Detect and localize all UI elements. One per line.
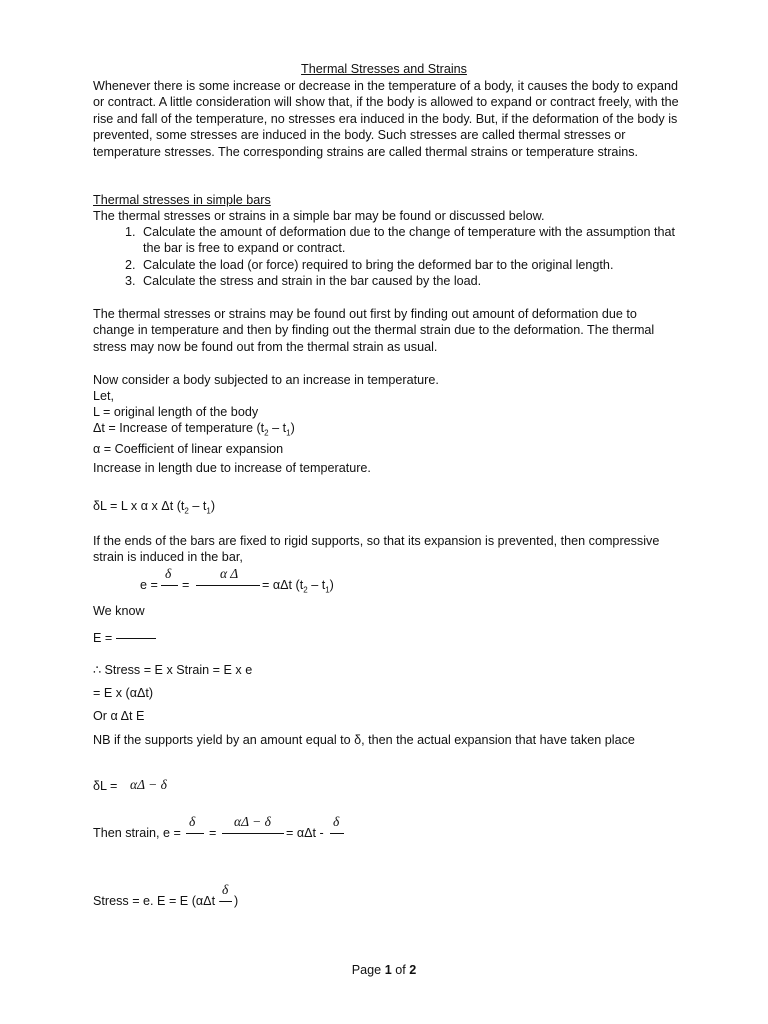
page-total: 2 [409,963,417,977]
text-span: ) [210,499,216,513]
fixed-ends-paragraph: If the ends of the bars are fixed to rigid supports, so that its expansion is prevented, then compressive strain is induced in the bar, [93,534,660,565]
stress-line-3: Or α Δt E [93,709,145,723]
page-footer [0,962,768,978]
let-text: Let, [93,389,115,403]
page-title: Thermal Stresses and Strains [301,62,467,76]
fraction-bar [161,585,178,586]
definition-alpha: α = Coefficient of linear expansion [93,442,284,456]
final-stress-close: ) [234,894,239,908]
fraction-bar [222,833,284,834]
delta-L-yield-rhs: αΔ − δ [130,777,167,792]
fraction-bar [220,901,232,902]
list-item: 3. Calculate the stress and strain in the bar caused by the load. [139,273,681,289]
steps-list [93,224,681,290]
final-stress-numerator: δ [222,882,229,897]
page-number: 1 [384,963,392,977]
then-equals: = [209,826,217,840]
section-heading: Thermal stresses in simple bars [93,193,271,207]
text-span: δL = L x α x Δt (t [93,499,185,513]
E-equation: E = [93,631,113,645]
subscript: 1 [286,428,291,438]
stress-line-1: ∴ Stress = E x Strain = E x e [93,663,253,677]
then-numerator-3: δ [333,814,340,829]
equation-delta-L [93,498,215,514]
nb-text: NB if the supports yield by an amount equal to δ, then the actual expansion that have taken place [93,733,635,747]
subscript: 2 [303,585,308,595]
section-lead: The thermal stresses or strains in a simple bar may be found or discussed below. [93,209,545,223]
text-span: Page [351,963,385,977]
paragraph-2: The thermal stresses or strains may be found out first by finding out amount of deformation due to change in temperature and then by finding out the thermal strain due to the deformation. The thermal stress may now be found out from the thermal strain as usual. [93,307,655,354]
text-span: ) [290,421,295,435]
text-span: = αΔt (t [262,578,304,592]
text-span: of [391,963,410,977]
fraction-bar [330,833,344,834]
stress-line-2: = E x (αΔt) [93,686,154,700]
strain-lhs: e = [140,578,158,592]
increase-length-text: Increase in length due to increase of temperature. [93,461,371,475]
delta-L-yield-lhs: δL = [93,779,118,793]
definition-delta-t [93,420,295,436]
strain-rhs [262,577,334,593]
subscript: 2 [264,428,269,438]
text-span: ) [329,578,334,592]
intro-paragraph: Whenever there is some increase or decrease in the temperature of a body, it causes the body to expand or contract. A little consideration will show that, if the body is allowed to expand or contract freely, with the rise and fall of the temperature, no stresses era induced in the body. But, if the deformation of the body is prevented, some stresses are induced in the body. Such stresses are called thermal stresses or temperature stresses. The corresponding strains are called thermal strains or temperature strains. [93,79,679,159]
subscript: 1 [206,506,211,516]
list-item: 2. Calculate the load (or force) required to bring the deformed bar to the original length. [139,257,681,273]
then-strain-lhs: Then strain, e = [93,826,181,840]
strain-numerator-1: δ [165,566,172,581]
list-item: 1. Calculate the amount of deformation due to the change of temperature with the assumption that the bar is free to expand or contract. [139,224,681,257]
then-rhs: = αΔt - [286,826,324,840]
definition-L: L = original length of the body [93,405,259,419]
subscript: 1 [325,585,330,595]
we-know-text: We know [93,604,145,618]
strain-equals: = [182,578,190,592]
text-span: – t [307,578,326,592]
strain-numerator-2: α Δ [220,566,239,581]
fraction-bar [186,833,204,834]
fraction-bar [116,638,156,639]
text-span: Δt = Increase of temperature (t [93,421,265,435]
fraction-bar [196,585,260,586]
then-numerator-1: δ [189,814,196,829]
consider-text: Now consider a body subjected to an increase in temperature. [93,373,439,387]
text-span: – t [188,499,207,513]
subscript: 2 [184,506,189,516]
then-numerator-2: αΔ − δ [234,814,271,829]
text-span: – t [268,421,287,435]
final-stress-lhs: Stress = e. E = E (αΔt - [93,894,223,908]
